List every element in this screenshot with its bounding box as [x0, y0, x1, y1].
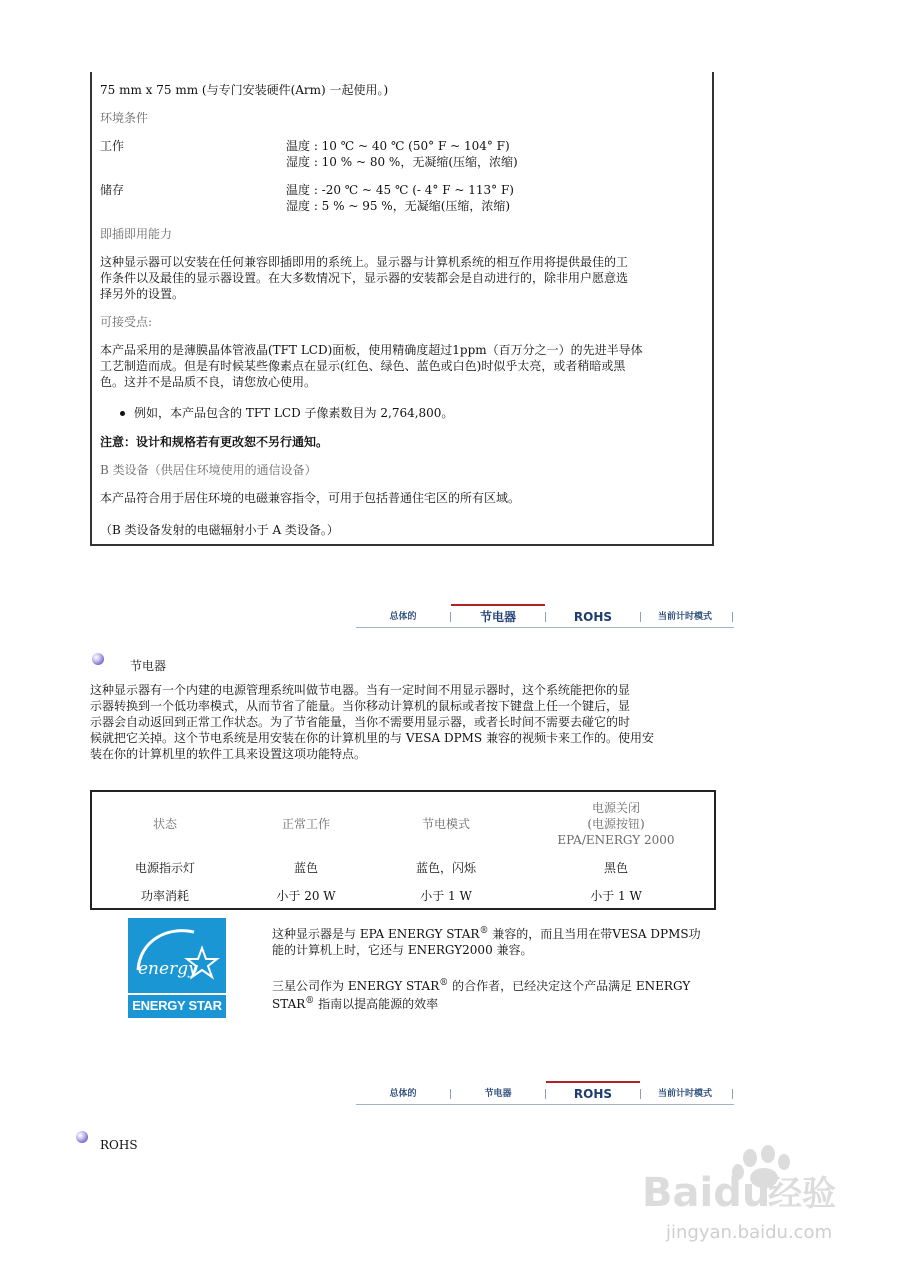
watermark-brand [642, 1170, 770, 1216]
section-nav-2 [356, 1083, 734, 1105]
registered-mark: ® [439, 978, 449, 988]
bullet-orb-icon [76, 1131, 88, 1143]
energy-star-logo [128, 918, 226, 1018]
dot-text-1: 本产品采用的是薄膜晶体管液晶(TFT LCD)面板，使用精确度超过1ppm（百万分之一）的先进半导体 [100, 343, 643, 357]
dot-text-3: 色。这并不是品质不良，请您放心使用。 [100, 375, 317, 389]
watermark-cn: 经验 [768, 1174, 836, 1214]
powersaver-text-5: 装在你的计算机里的软件工具来设置这项功能特点。 [90, 747, 367, 761]
table-row-indicator-label: 电源指示灯 [134, 861, 195, 875]
bullet-dot [120, 411, 125, 416]
powersaver-text-4: 候就把它关掉。这个节电系统是用安装在你的计算机里的与 VESA DPMS 兼容的视频卡来工作的。使用安 [90, 731, 654, 745]
nav-tab-rohs[interactable]: ROHS [546, 1081, 640, 1105]
environment-heading: 环境条件 [100, 111, 149, 125]
nav-tab-timing[interactable]: 当前计时模式 [657, 612, 712, 622]
plugplay-heading: 即插即用能力 [100, 227, 173, 241]
power-table [90, 790, 716, 910]
table-header-normal: 正常工作 [281, 817, 330, 831]
table-cell: 小于 1 W [420, 889, 472, 903]
energy-text-1a: 这种显示器是与 EPA ENERGY STAR [272, 927, 480, 941]
energy-text-4a: STAR [272, 997, 306, 1011]
powersaver-text-2: 示器转换到一个低功率模式，从而节省了能量。当你移动计算机的鼠标或者按下键盘上任一个键后，显 [90, 699, 631, 713]
energy-text-1 [272, 926, 701, 942]
operating-temp: 温度 : 10 ℃ ~ 40 ℃ (50° F ~ 104° F) [286, 139, 510, 153]
plugplay-text-2: 作条件以及最佳的显示器设置。在大多数情况下，显示器的安装都会是自动进行的，除非用户愿意选 [100, 271, 629, 285]
table-cell: 蓝色 [293, 861, 318, 875]
class-b-note: （B 类设备发射的电磁辐射小于 A 类设备。） [100, 523, 339, 537]
table-header-off: 电源关闭 [591, 801, 640, 815]
dot-bullet-text: 例如，本产品包含的 TFT LCD 子像素数目为 2,764,800。 [134, 406, 454, 420]
table-cell: 黑色 [603, 861, 628, 875]
dot-heading: 可接受点: [100, 315, 153, 329]
table-header-saving: 节电模式 [421, 817, 470, 831]
mounting-spec: 75 mm x 75 mm (与专门安装硬件(Arm) 一起使用。) [100, 83, 389, 97]
table-cell: 小于 20 W [276, 889, 336, 903]
watermark-brand-du: du [713, 1170, 771, 1216]
watermark-url: jingyan.baidu.com [666, 1222, 833, 1243]
operating-label: 工作 [100, 139, 125, 153]
powersaver-text-3: 示器会自动返回到正常工作状态。为了节省能量，当你不需要用显示器，或者长时间不需要去碰它的时 [90, 715, 631, 729]
nav-tab-general[interactable]: 总体的 [389, 1089, 417, 1099]
class-b-text: 本产品符合用于居住环境的电磁兼容指令，可用于包括普通住宅区的所有区域。 [100, 491, 521, 505]
energy-text-4b: 指南以提高能源的效率 [314, 997, 439, 1011]
storage-label: 储存 [100, 183, 125, 197]
table-header-state: 状态 [152, 817, 177, 831]
watermark-brand-bai: Bai [642, 1170, 714, 1216]
energy-star-emblem-icon [128, 918, 226, 994]
section-nav-1 [356, 606, 734, 628]
rohs-title: ROHS [100, 1138, 138, 1152]
powersaver-title: 节电器 [130, 659, 167, 673]
table-header-off-epa: EPA/ENERGY 2000 [557, 833, 675, 847]
registered-mark: ® [305, 996, 315, 1006]
table-cell: 蓝色，闪烁 [415, 861, 476, 875]
bullet-orb-icon [92, 653, 104, 665]
table-cell: 小于 1 W [590, 889, 642, 903]
nav-tab-powersaver[interactable]: 节电器 [451, 604, 545, 628]
registered-mark: ® [479, 926, 489, 936]
operating-humidity: 湿度 : 10 % ~ 80 %，无凝缩(压缩，浓缩) [286, 155, 518, 169]
storage-humidity: 湿度 : 5 % ~ 95 %，无凝缩(压缩，浓缩) [286, 199, 511, 213]
powersaver-text-1: 这种显示器有一个内建的电源管理系统叫做节电器。当有一定时间不用显示器时，这个系统能把你的显 [90, 683, 631, 697]
baidu-jingyan-watermark [640, 1140, 870, 1250]
energy-script-text: energy [138, 959, 198, 979]
energy-text-3b: 的合作者，已经决定这个产品满足 ENERGY [448, 979, 691, 993]
class-b-heading: B 类设备（供居住环境使用的通信设备） [100, 463, 317, 477]
notice-text: 注意：设计和规格若有更改恕不另行通知。 [100, 435, 329, 449]
table-row-power-label: 功率消耗 [140, 889, 189, 903]
nav-tab-timing[interactable]: 当前计时模式 [657, 1089, 712, 1099]
nav-tab-powersaver[interactable]: 节电器 [484, 1089, 512, 1099]
plugplay-text-1: 这种显示器可以安装在任何兼容即插即用的系统上。显示器与计算机系统的相互作用将提供最佳的工 [100, 255, 629, 269]
nav-tab-rohs[interactable]: ROHS [573, 610, 613, 624]
energy-text-2: 能的计算机上时，它还与 ENERGY2000 兼容。 [272, 943, 533, 957]
nav-separator [732, 1089, 733, 1099]
table-header-off-button: (电源按钮) [587, 817, 645, 831]
energy-text-4 [272, 996, 438, 1012]
nav-separator [732, 612, 733, 622]
energy-star-logo-text: ENERGY STAR [128, 993, 226, 1018]
energy-text-3 [272, 978, 690, 994]
nav-tab-general[interactable]: 总体的 [389, 612, 417, 622]
plugplay-text-3: 择另外的设置。 [100, 287, 185, 301]
storage-temp: 温度 : -20 ℃ ~ 45 ℃ (- 4° F ~ 113° F) [286, 183, 514, 197]
energy-text-3a: 三星公司作为 ENERGY STAR [272, 979, 440, 993]
energy-text-1b: 兼容的，而且当用在带VESA DPMS功 [488, 927, 701, 941]
dot-text-2: 工艺制造而成。但是有时候某些像素点在显示(红色、绿色、蓝色或白色)时似乎太亮，或者稍暗或黑 [100, 359, 626, 373]
